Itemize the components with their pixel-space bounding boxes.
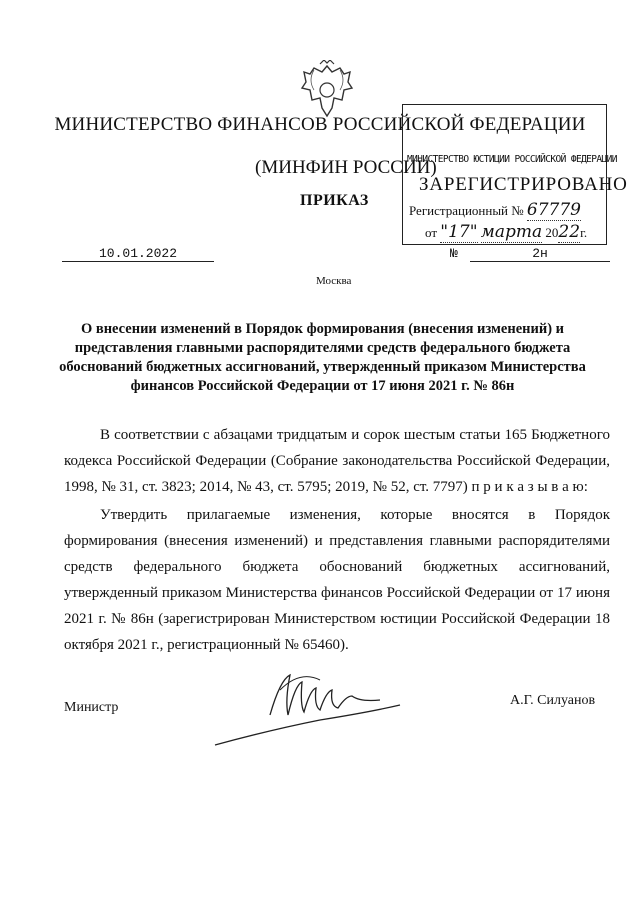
stamp-date-year: 22 (558, 222, 581, 242)
paragraph-order: Утвердить прилагаемые изменения, которые вносятся в Порядок формирования (внесения изменений) и представления главными распорядителями средств федерального бюджета обоснований бюджетных ассигнований, утвержденный приказом Министерства финансов Российской Федерации от 17 июня 2021 г. № 86н (зарегистрирован Министерством юстиции Российской Федерации 18 октября 2021 г., регистрационный № 65460). (64, 507, 610, 653)
ministry-name: МИНИСТЕРСТВО ФИНАНСОВ РОССИЙСКОЙ ФЕДЕРАЦИИ (54, 114, 586, 135)
handwritten-signature (210, 660, 420, 760)
stamp-registration-label: Регистрационный № (409, 203, 524, 218)
ministry-abbreviation: (МИНФИН РОССИИ) (255, 157, 437, 178)
order-date: 10.01.2022 (62, 246, 214, 262)
stamp-date-line (425, 222, 587, 242)
signatory-position: Министр (64, 700, 119, 715)
document-type: ПРИКАЗ (300, 192, 369, 209)
stamp-registration-line (409, 200, 581, 220)
registration-stamp (402, 104, 628, 245)
stamp-date-suffix: г. (580, 225, 588, 240)
stamp-date-month: марта (480, 222, 543, 242)
order-number: 2н (470, 246, 610, 262)
stamp-date-year-prefix: 20 (545, 225, 559, 240)
stamp-date-prefix: от (425, 225, 438, 240)
state-emblem-icon (300, 60, 354, 120)
stamp-registration-number: 67779 (526, 200, 582, 220)
order-subject: О внесении изменений в Порядок формирования (внесения изменений) и представления главными распорядителями средств федерального бюджета обоснований бюджетных ассигнований, утвержденный приказом Министерства финансов Российской Федерации от 17 июня 2021 г. № 86н (59, 321, 586, 394)
stamp-status: ЗАРЕГИСТРИРОВАНО (419, 174, 628, 195)
city: Москва (316, 275, 352, 287)
paragraph-preamble: В соответствии с абзацами тридцатым и сорок шестым статьи 165 Бюджетного кодекса Российской Федерации (Собрание законодательства Российской Федерации, 1998, № 31, ст. 3823; 2014, № 43, ст. 5795; 2019, № 52, ст. 7797) п р и к а з ы в а ю: (64, 427, 610, 495)
order-number-label: № (450, 246, 458, 261)
signatory-name: А.Г. Силуанов (510, 693, 596, 708)
stamp-date-day: "17" (440, 222, 478, 242)
stamp-organization: МИНИСТЕРСТВО ЮСТИЦИИ РОССИЙСКОЙ ФЕДЕРАЦИИ (407, 154, 617, 165)
